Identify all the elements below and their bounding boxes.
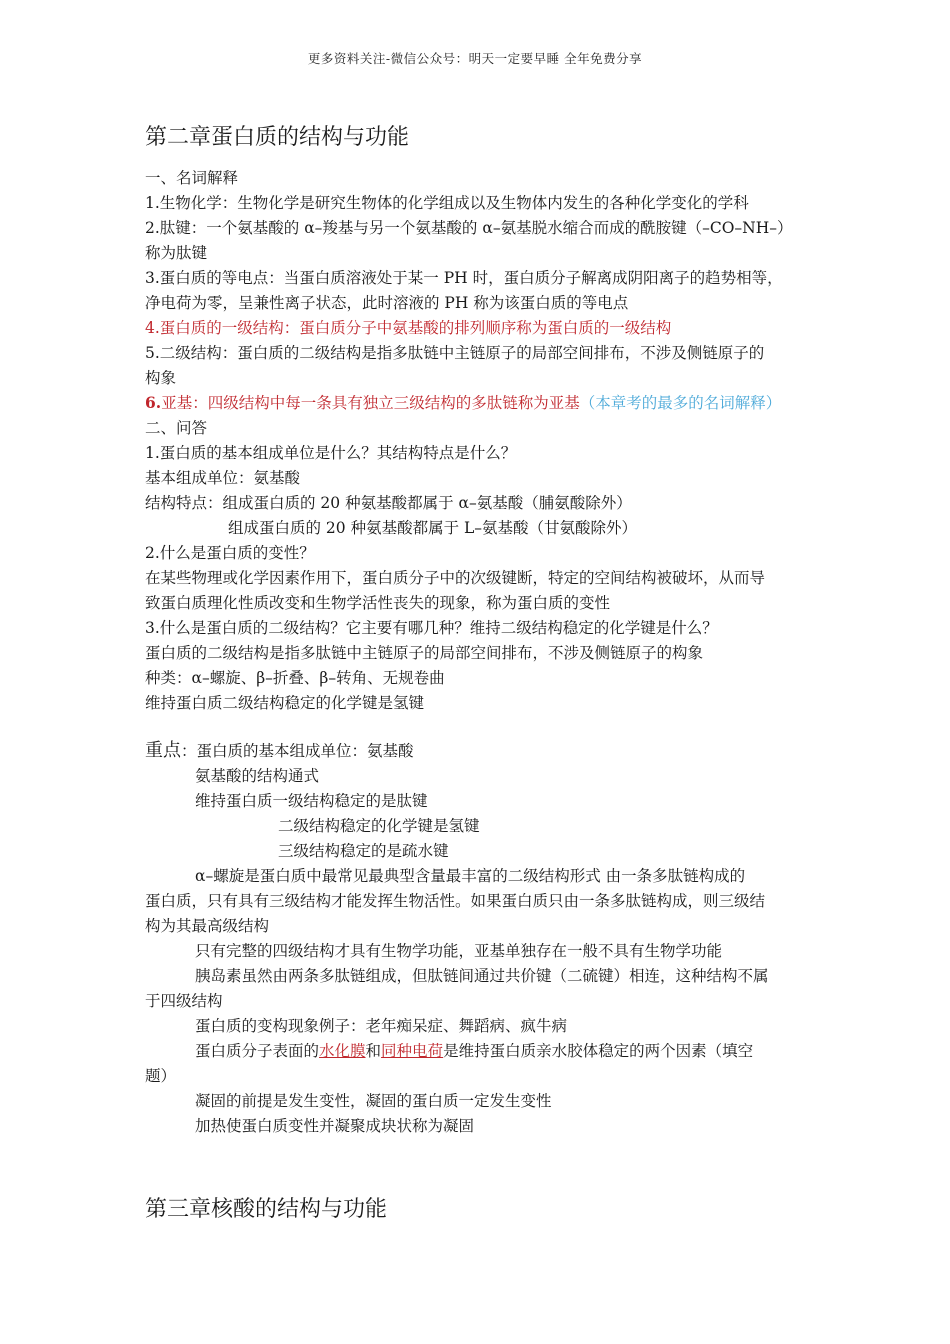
key-point-6-line-2: 蛋白质，只有具有三级结构才能发挥生物活性。如果蛋白质只由一条多肽链构成，则三级结 [145,892,766,910]
key-point-9: 蛋白质的变构现象例子：老年痴呆症、舞蹈病、疯牛病 [195,1017,568,1035]
key-point-10-term-2: 同种电荷 [381,1042,444,1060]
key-point-2: 氨基酸的结构通式 [195,767,320,785]
question-1: 1.蛋白质的基本组成单位是什么？其结构特点是什么？ [145,444,517,462]
chapter-3-title: 第三章核酸的结构与功能 [145,1197,388,1222]
key-point-7: 只有完整的四级结构才具有生物学功能，亚基单独存在一般不具有生物学功能 [195,942,723,960]
answer-1-unit: 基本组成单位：氨基酸 [145,469,301,487]
answer-3-bond: 维持蛋白质二级结构稳定的化学键是氢键 [145,694,425,712]
key-point-10-suffix: 是维持蛋白质亲水胶体稳定的两个因素（填空 [443,1042,754,1060]
key-points-line-1 [145,741,414,761]
key-point-10-term-1: 水化膜 [319,1042,366,1060]
key-point-10-line-2: 题） [145,1067,177,1085]
answer-2-line-2: 致蛋白质理化性质改变和生物学活性丧失的现象，称为蛋白质的变性 [145,594,611,612]
key-points-label: 重点 [145,740,181,761]
key-point-10-prefix: 蛋白质分子表面的 [195,1042,320,1060]
key-point-4: 二级结构稳定的化学键是氢键 [278,817,480,835]
key-point-10-connector: 和 [365,1042,382,1060]
definition-5-line-2: 构象 [145,369,177,387]
key-point-1: ：蛋白质的基本组成单位：氨基酸 [181,742,414,760]
section-heading-qa: 二、问答 [145,419,208,437]
definition-2-line-2: 称为肽键 [145,244,208,262]
definition-1: 1.生物化学：生物化学是研究生物体的化学组成以及生物体内发生的各种化学变化的学科 [145,194,749,212]
page-header: 更多资料关注-微信公众号：明天一定要早睡 全年免费分享 [307,51,643,66]
answer-1-feature-2: 组成蛋白质的 20 种氨基酸都属于 L–氨基酸（甘氨酸除外） [228,519,638,537]
key-point-10-line-1 [195,1041,753,1061]
question-3: 3.什么是蛋白质的二级结构？它主要有哪几种？维持二级结构稳定的化学键是什么？ [145,619,718,637]
question-2: 2.什么是蛋白质的变性？ [145,544,315,562]
definition-6-number: 6. [145,393,162,412]
key-point-6-line-3: 构为其最高级结构 [145,917,270,935]
key-point-11: 凝固的前提是发生变性，凝固的蛋白质一定发生变性 [195,1092,552,1110]
definition-6 [145,393,781,413]
answer-3-types: 种类：α–螺旋、β–折叠、β–转角、无规卷曲 [145,669,445,687]
answer-1-feature-1: 结构特点：组成蛋白质的 20 种氨基酸都属于 α–氨基酸（脯氨酸除外） [145,494,632,512]
key-point-8-line-2: 于四级结构 [145,992,223,1010]
key-point-8-line-1: 胰岛素虽然由两条多肽链组成，但肽链间通过共价键（二硫键）相连，这种结构不属 [195,967,769,985]
answer-3-definition: 蛋白质的二级结构是指多肽链中主链原子的局部空间排布，不涉及侧链原子的构象 [145,644,704,662]
definition-4: 4.蛋白质的一级结构：蛋白质分子中氨基酸的排列顺序称为蛋白质的一级结构 [145,319,672,337]
chapter-2-title: 第二章蛋白质的结构与功能 [145,125,410,150]
key-point-6-line-1: α–螺旋是蛋白质中最常见最典型含量最丰富的二级结构形式 由一条多肽链构成的 [195,867,746,885]
key-point-12: 加热使蛋白质变性并凝聚成块状称为凝固 [195,1117,475,1135]
definition-5-line-1: 5.二级结构：蛋白质的二级结构是指多肽链中主链原子的局部空间排布，不涉及侧链原子的 [145,344,765,362]
definition-3-line-1: 3.蛋白质的等电点：当蛋白质溶液处于某一 PH 时，蛋白质分子解离成阴阳离子的趋势相等， [145,269,783,287]
definition-6-note: （本章考的最多的名词解释） [579,394,782,412]
answer-2-line-1: 在某些物理或化学因素作用下，蛋白质分子中的次级键断，特定的空间结构被破坏，从而导 [145,569,766,587]
section-heading-definitions: 一、名词解释 [145,169,239,187]
definition-3-line-2: 净电荷为零，呈兼性离子状态，此时溶液的 PH 称为该蛋白质的等电点 [145,294,629,312]
definition-2-line-1: 2.肽键：一个氨基酸的 α–羧基与另一个氨基酸的 α–氨基脱水缩合而成的酰胺键（–CO–NH–） [145,219,793,237]
key-point-3: 维持蛋白质一级结构稳定的是肽键 [195,792,428,810]
key-point-5: 三级结构稳定的是疏水键 [278,842,449,860]
definition-6-text: 亚基：四级结构中每一条具有独立三级结构的多肽链称为亚基 [161,394,580,412]
